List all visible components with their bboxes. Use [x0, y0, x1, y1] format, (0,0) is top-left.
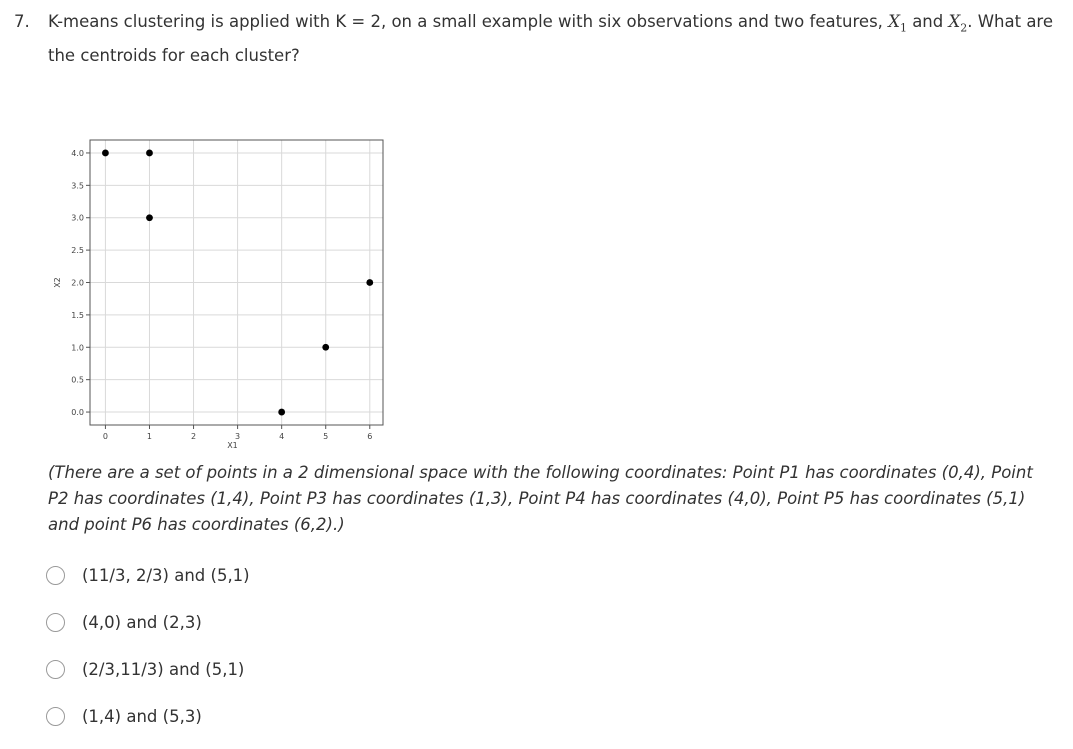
option-3-label: (2/3,11/3) and (5,1): [82, 659, 245, 679]
y-tick-label-7: 3.5: [71, 181, 84, 191]
data-point-6: [366, 279, 373, 286]
x-tick-label-2: 2: [190, 432, 197, 441]
option-1-label: (11/3, 2/3) and (5,1): [82, 565, 250, 585]
feature-x1-subscript: 1: [899, 21, 907, 35]
y-axis-label: X2: [53, 277, 62, 288]
x-tick-label-0: 0: [102, 432, 108, 441]
option-2[interactable]: [46, 607, 202, 637]
x-tick-label-6: 6: [367, 432, 373, 441]
y-tick-label-8: 4.0: [71, 148, 84, 158]
x-tick-label-3: 3: [235, 432, 241, 441]
data-point-1: [102, 150, 109, 157]
question-text-before: K-means clustering is applied with K = 2, on a small example with six observations and two features,: [48, 12, 883, 31]
option-4[interactable]: [46, 701, 202, 731]
y-tick-label-5: 2.5: [71, 246, 84, 256]
scatter-chart: [48, 135, 388, 461]
x-tick-label-1: 1: [146, 432, 153, 441]
feature-x2-symbol: X: [948, 12, 961, 31]
y-tick-label-2: 1.0: [71, 343, 84, 353]
y-tick-label-4: 2.0: [71, 278, 84, 288]
feature-x1: [888, 12, 907, 35]
option-3[interactable]: [46, 654, 244, 684]
y-tick-label-0: 0.0: [71, 408, 84, 418]
option-2-radio[interactable]: [46, 613, 65, 632]
option-3-radio[interactable]: [46, 660, 65, 679]
question-text-after: . What are the centroids for each cluster?: [48, 12, 1054, 66]
feature-x1-symbol: X: [888, 12, 900, 31]
question-text-mid: and: [912, 12, 944, 31]
points-description: (There are a set of points in a 2 dimensional space with the following coordinates: Point P1 has coordinates (0,4), Point P2 has coordinates (1,4), Point P3 has coordinates (1,3), Point P4 has coordinates (4,0), Point P5 has coordinates (5,1) and point P6 has coordinates (6,2).): [48, 463, 1033, 534]
feature-x2-subscript: 2: [960, 21, 968, 35]
x-axis-label: X1: [227, 441, 238, 450]
question-number: 7.: [14, 12, 30, 31]
question-text: [48, 8, 1054, 70]
data-point-2: [146, 150, 153, 157]
option-2-label: (4,0) and (2,3): [82, 612, 202, 632]
y-tick-label-1: 0.5: [71, 375, 84, 385]
y-tick-label-3: 1.5: [71, 310, 84, 320]
option-4-radio[interactable]: [46, 707, 65, 726]
scatter-chart-svg: [48, 135, 388, 461]
x-tick-label-5: 5: [323, 432, 329, 441]
feature-x2: [948, 12, 968, 35]
data-point-4: [278, 409, 285, 416]
y-tick-label-6: 3.0: [71, 213, 84, 223]
x-tick-label-4: 4: [279, 432, 285, 441]
data-point-5: [322, 344, 329, 351]
option-4-label: (1,4) and (5,3): [82, 706, 202, 726]
option-1[interactable]: [46, 560, 250, 590]
data-point-3: [146, 214, 153, 221]
option-1-radio[interactable]: [46, 566, 65, 585]
